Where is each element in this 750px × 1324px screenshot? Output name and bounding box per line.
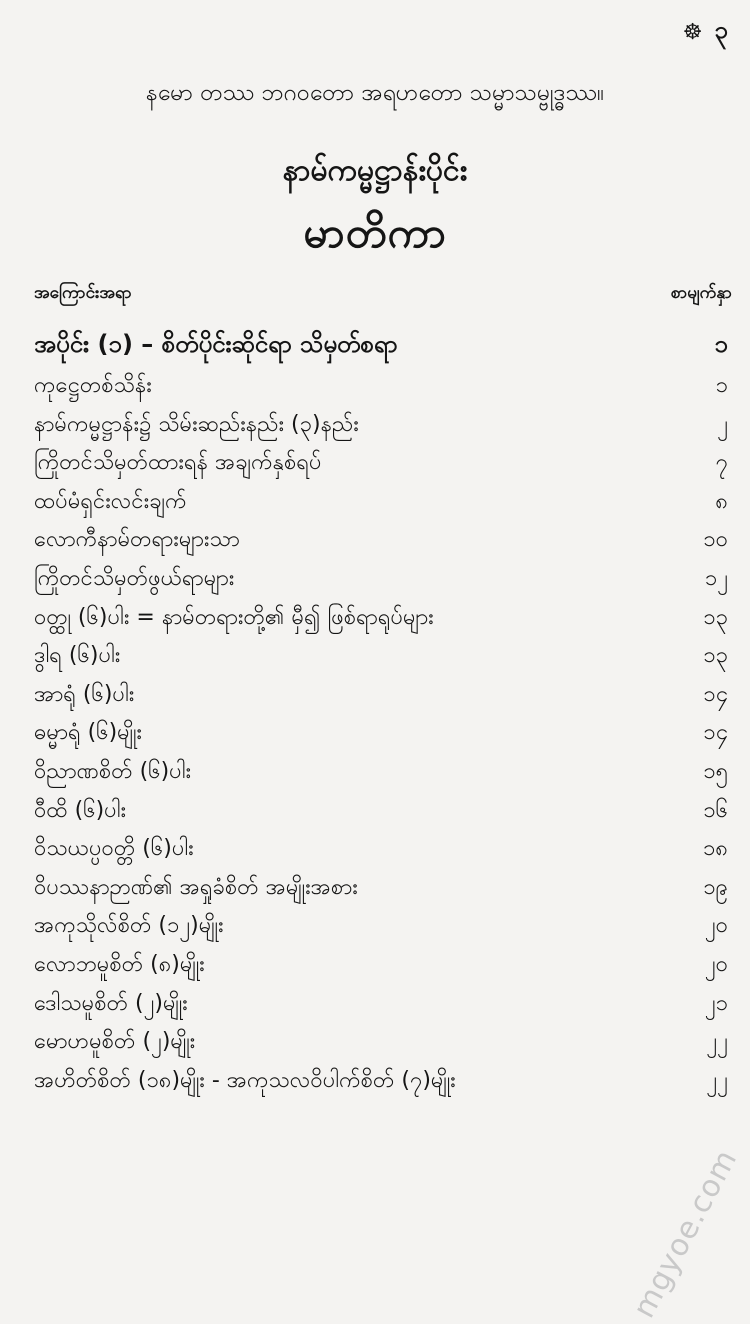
toc-entry	[34, 949, 728, 988]
toc-entry	[34, 795, 728, 834]
invocation-line: နမော တဿ ဘဂဝတော အရဟတော သမ္မာသမ္ဗုဒ္ဓဿ။	[145, 80, 605, 106]
toc-entry-title: ကုဋ္ဌေတစ်သိန်း	[34, 373, 152, 398]
column-header-subject: အကြောင်းအရာ	[34, 283, 132, 303]
toc-entry-title: ဝိပဿနာဉာဏ်၏ အရှုခံစိတ် အမျိုးအစား	[34, 874, 358, 900]
toc-entry-page: ၁၂	[704, 565, 728, 591]
toc-entry-title: ကြိုတင်သိမှတ်ဖွယ်ရာများ	[34, 565, 235, 591]
toc-entry-title: အဟိတ်စိတ် (၁၈)မျိုး - အကုသလဝိပါက်စိတ် (၇)မျိုး	[34, 1067, 456, 1093]
page-header	[683, 14, 728, 50]
toc-entry-page: ၂၀	[704, 913, 728, 939]
toc-entry-page: ၁၉	[703, 874, 728, 900]
toc-entry	[34, 640, 728, 679]
toc-entry-page: ၂၂	[706, 1067, 728, 1093]
toc-entry-page: ၁	[714, 330, 728, 358]
toc-entry	[34, 717, 728, 756]
contents-title: မာတိကာ	[303, 208, 447, 257]
toc-chapter-entry	[34, 328, 728, 370]
toc-entry-title: ဝတ္ထု (၆)ပါး = နာမ်တရားတို့၏ မှီ၍ ဖြစ်ရာရုပ်များ	[34, 604, 434, 630]
toc-entry-title: ဝိသယပ္ပဝတ္တိ (၆)ပါး	[34, 836, 194, 862]
toc-entry	[34, 370, 728, 409]
toc-entry-page: ၁၃	[703, 643, 728, 669]
toc-entry-title: လောကီနာမ်တရားများသာ	[34, 527, 240, 553]
toc-entry	[34, 872, 728, 911]
toc-entry-page: ၇	[715, 450, 728, 476]
toc-entry-page: ၁၀	[703, 527, 728, 553]
toc-entry-title: လောဘမူစိတ် (၈)မျိုး	[34, 951, 205, 977]
toc-entry-title: ဒွါရ (၆)ပါး	[34, 643, 121, 669]
toc-entry	[34, 447, 728, 486]
toc-entry-page: ၂	[717, 411, 728, 437]
dhamma-wheel-icon: ☸	[682, 19, 703, 45]
toc-entry	[34, 910, 728, 949]
toc-entry	[34, 756, 728, 795]
toc-entry	[34, 679, 728, 718]
toc-entry-page: ၁၆	[703, 797, 728, 823]
section-title: နာမ်ကမ္မဋ္ဌာန်းပိုင်း	[282, 153, 468, 188]
column-header-page: စာမျက်နှာ	[670, 283, 732, 303]
toc-entry-page: ၁၄	[703, 681, 728, 707]
watermark: mgyoe.com	[626, 1143, 744, 1324]
toc-entry-title: နာမ်ကမ္မဋ္ဌာန်း၌ သိမ်းဆည်းနည်း (၃)နည်း	[34, 411, 359, 437]
toc-entry	[34, 833, 728, 872]
table-of-contents	[34, 328, 728, 1103]
page-number: ၃	[714, 16, 728, 44]
toc-entry-page: ၁၈	[703, 836, 728, 862]
toc-entry-page: ၈	[715, 488, 728, 514]
toc-entry	[34, 1065, 728, 1104]
toc-entry-title: အာရုံ (၆)ပါး	[34, 681, 135, 707]
toc-entry-title: ဝိညာဏစိတ် (၆)ပါး	[34, 758, 192, 784]
toc-entry-title: ဝီထိ (၆)ပါး	[34, 797, 127, 823]
toc-entry-page: ၂၀	[704, 951, 728, 977]
toc-entry-page: ၂၂	[706, 1029, 728, 1055]
toc-entry-title: အပိုင်း (၁) – စိတ်ပိုင်းဆိုင်ရာ သိမှတ်စရာ	[34, 330, 398, 358]
toc-entry-page: ၂၁	[704, 990, 728, 1016]
toc-entry	[34, 486, 728, 525]
toc-entry-title: အကုသိုလ်စိတ် (၁၂)မျိုး	[34, 913, 224, 939]
toc-entry-title: မောဟမူစိတ် (၂)မျိုး	[34, 1029, 196, 1055]
toc-entry-title: ဓမ္မာရုံ (၆)မျိုး	[34, 720, 142, 746]
toc-entry	[34, 524, 728, 563]
toc-entry-page: ၁၃	[703, 604, 728, 630]
column-headers	[34, 282, 732, 307]
toc-entry-page: ၁	[715, 373, 728, 398]
toc-entry	[34, 602, 728, 641]
toc-entry	[34, 409, 728, 448]
toc-entry	[34, 563, 728, 602]
toc-entry-page: ၁၄	[703, 720, 728, 746]
toc-entry	[34, 1026, 728, 1065]
toc-entry-title: ဒေါသမူစိတ် (၂)မျိုး	[34, 990, 188, 1016]
toc-entry	[34, 988, 728, 1027]
toc-entry-page: ၁၅	[703, 758, 728, 784]
toc-entry-title: ထပ်မံရှင်းလင်းချက်	[34, 488, 187, 514]
toc-entry-title: ကြိုတင်သိမှတ်ထားရန် အချက်နှစ်ရပ်	[34, 450, 322, 476]
